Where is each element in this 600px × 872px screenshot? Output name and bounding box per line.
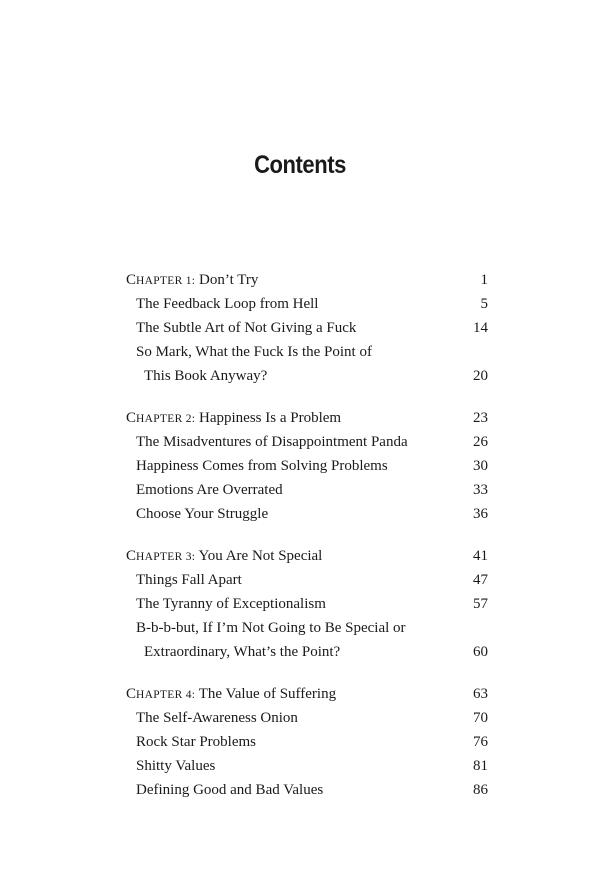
chapter-label-rest: HAPTER 3: — [136, 551, 196, 563]
section-entry[interactable] — [126, 754, 488, 778]
page-number: 76 — [473, 734, 488, 750]
chapter-heading — [126, 268, 258, 293]
section-entry[interactable] — [126, 292, 488, 316]
section-title: This Book Anyway? — [144, 368, 268, 384]
section-entry[interactable] — [126, 316, 488, 340]
page-number: 5 — [480, 296, 488, 312]
section-entry[interactable] — [126, 568, 488, 592]
chapter-label-rest: HAPTER 4: — [136, 689, 196, 701]
chapter-label — [126, 548, 195, 564]
section-title: Rock Star Problems — [136, 734, 256, 750]
chapter-block — [126, 544, 488, 664]
page-number: 70 — [473, 710, 488, 726]
chapter-label-initial: C — [126, 686, 137, 702]
page-number: 26 — [473, 434, 488, 450]
chapter-entry[interactable] — [126, 544, 488, 568]
page-number: 41 — [473, 548, 488, 564]
section-entry[interactable] — [126, 616, 488, 640]
page-title: Contents — [254, 150, 346, 179]
chapter-block — [126, 406, 488, 526]
chapter-block — [126, 682, 488, 802]
section-title: Happiness Comes from Solving Problems — [136, 458, 388, 474]
section-entry[interactable] — [126, 340, 488, 364]
section-title: The Tyranny of Exceptionalism — [136, 596, 326, 612]
table-of-contents — [126, 268, 488, 820]
section-title: Shitty Values — [136, 758, 216, 774]
chapter-label-initial: C — [126, 272, 137, 288]
chapter-entry[interactable] — [126, 406, 488, 430]
chapter-label — [126, 410, 195, 426]
section-entry[interactable] — [126, 778, 488, 802]
page-number: 30 — [473, 458, 488, 474]
chapter-heading — [126, 544, 322, 569]
page-number: 33 — [473, 482, 488, 498]
chapter-label — [126, 272, 195, 288]
page-number: 60 — [473, 644, 488, 660]
section-title: Extraordinary, What’s the Point? — [144, 644, 341, 660]
page-number: 57 — [473, 596, 488, 612]
chapter-entry[interactable] — [126, 268, 488, 292]
chapter-heading — [126, 406, 341, 431]
page-number: 20 — [473, 368, 488, 384]
chapter-title: Don’t Try — [195, 272, 259, 288]
page-number: 86 — [473, 782, 488, 798]
page-number: 36 — [473, 506, 488, 522]
chapter-title: You Are Not Special — [195, 548, 323, 564]
section-title: Things Fall Apart — [136, 572, 242, 588]
page-number: 63 — [473, 686, 488, 702]
section-entry[interactable] — [126, 592, 488, 616]
chapter-label-rest: HAPTER 1: — [136, 275, 196, 287]
chapter-block — [126, 268, 488, 388]
section-title: Choose Your Struggle — [136, 506, 269, 522]
section-title: The Feedback Loop from Hell — [136, 296, 319, 312]
section-entry[interactable] — [126, 640, 488, 664]
section-entry[interactable] — [126, 730, 488, 754]
section-title: So Mark, What the Fuck Is the Point of — [136, 344, 372, 360]
section-title: Emotions Are Overrated — [136, 482, 283, 498]
section-entry[interactable] — [126, 364, 488, 388]
section-entry[interactable] — [126, 454, 488, 478]
chapter-entry[interactable] — [126, 682, 488, 706]
chapter-title: The Value of Suffering — [195, 686, 337, 702]
section-entry[interactable] — [126, 430, 488, 454]
section-title: The Self-Awareness Onion — [136, 710, 298, 726]
section-entry[interactable] — [126, 478, 488, 502]
section-title: B-b-b-but, If I’m Not Going to Be Special or — [136, 620, 406, 636]
page-number: 1 — [480, 272, 488, 288]
page-number: 81 — [473, 758, 488, 774]
page-number: 23 — [473, 410, 488, 426]
section-title: Defining Good and Bad Values — [136, 782, 324, 798]
section-entry[interactable] — [126, 502, 488, 526]
page-number: 47 — [473, 572, 488, 588]
chapter-label-initial: C — [126, 548, 137, 564]
page-number: 14 — [473, 320, 488, 336]
section-title: The Misadventures of Disappointment Panda — [136, 434, 408, 450]
section-entry[interactable] — [126, 706, 488, 730]
chapter-heading — [126, 682, 336, 707]
section-title: The Subtle Art of Not Giving a Fuck — [136, 320, 357, 336]
chapter-title: Happiness Is a Problem — [195, 410, 342, 426]
chapter-label-rest: HAPTER 2: — [136, 413, 196, 425]
chapter-label — [126, 686, 195, 702]
chapter-label-initial: C — [126, 410, 137, 426]
